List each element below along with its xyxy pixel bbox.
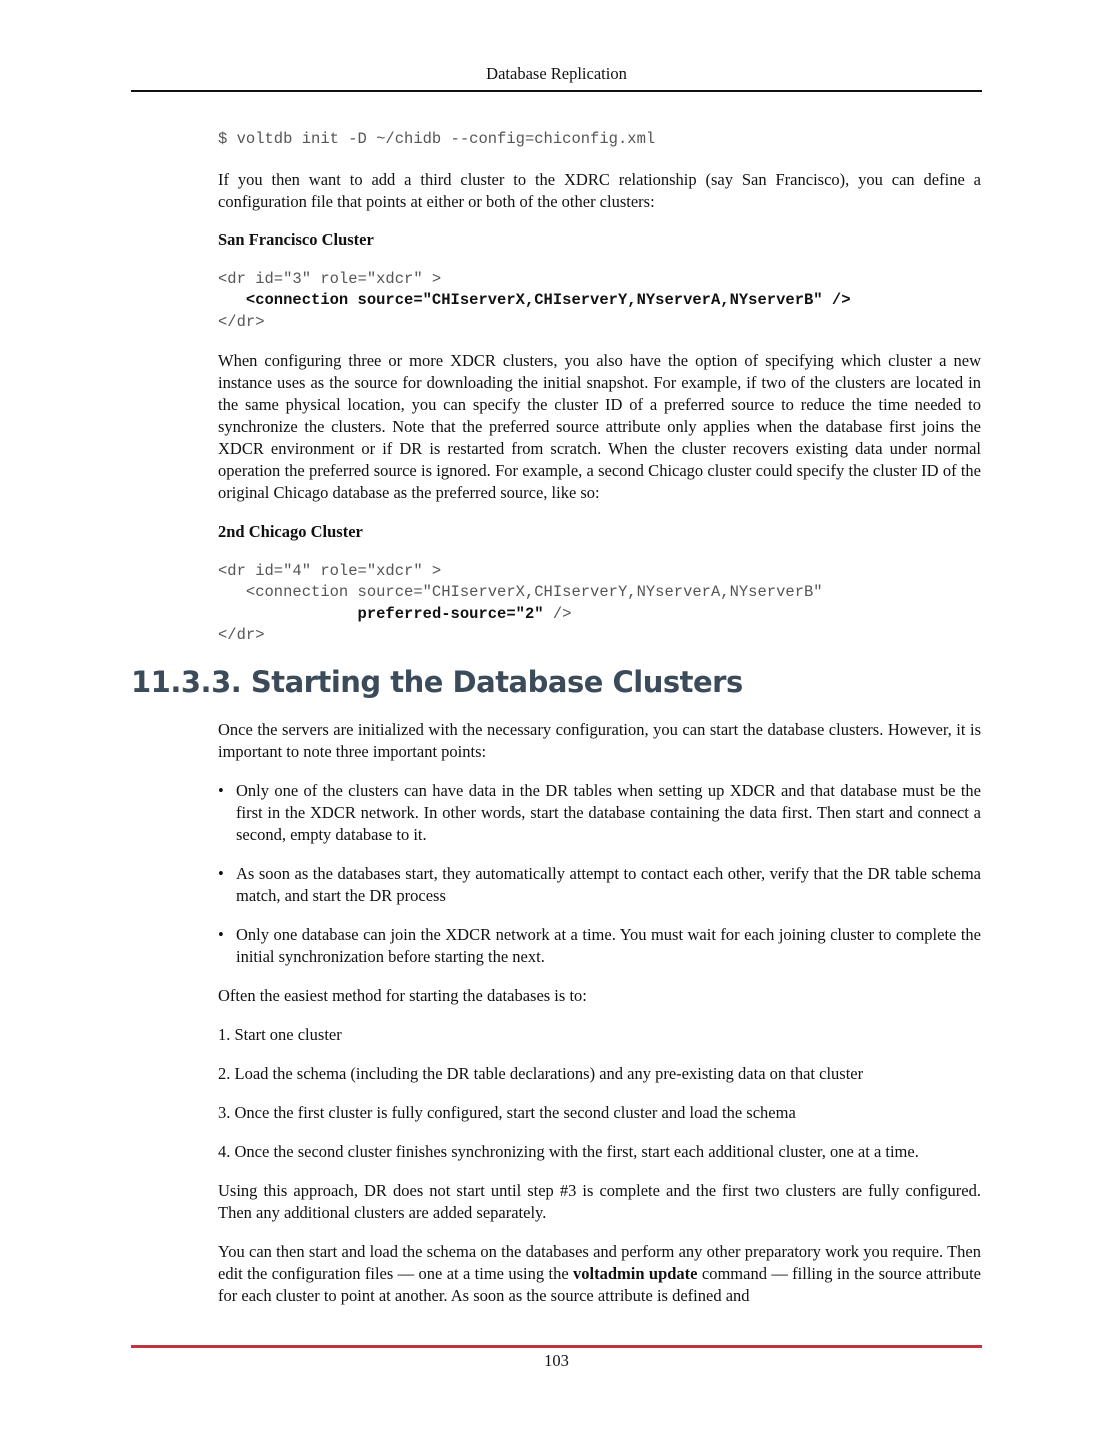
bullet-text: Only one of the clusters can have data in the DR tables when setting up XDCR and that database must be the first in the XDCR network. In other words, start the database containing the data first. Then start and connect a second, empty database to it.: [236, 781, 981, 844]
footer-rule: [131, 1345, 982, 1348]
bullet-text: As soon as the databases start, they automatically attempt to contact each other, verify that the DR table schema match, and start the DR process: [236, 864, 981, 905]
paragraph: Once the servers are initialized with the necessary configuration, you can start the database clusters. However, it is important to note three important points:: [218, 720, 981, 761]
bullet-item: [218, 924, 981, 968]
code-bold: preferred-source="2": [357, 604, 544, 623]
code-2nd-chicago: [218, 561, 823, 646]
code-line: <dr id="4" role="xdcr" >: [218, 562, 442, 580]
header-rule: [131, 90, 982, 92]
subheading-2nd-chicago: 2nd Chicago Cluster: [218, 522, 363, 541]
running-header: Database Replication: [486, 64, 627, 83]
step-item: 2. Load the schema (including the DR table declarations) and any pre-existing data on that cluster: [218, 1064, 864, 1083]
bullet-marker: •: [218, 864, 224, 883]
code-san-francisco: [218, 269, 851, 333]
command-name: voltadmin update: [573, 1264, 698, 1283]
code-line: </dr>: [218, 625, 265, 644]
page-number: 103: [544, 1351, 569, 1370]
bullet-text: Only one database can join the XDCR network at a time. You must wait for each joining cluster to complete the initial synchronization before starting the next.: [236, 925, 981, 966]
paragraph: If you then want to add a third cluster to the XDRC relationship (say San Francisco), you can define a configuration file that points at either or both of the other clusters:: [218, 170, 981, 211]
text: You can then start and load the schema on the databases and perform any other preparatory work you require. Then edit the configuration files — one at a time using the: [218, 1242, 981, 1283]
code-line: />: [543, 604, 572, 623]
code-line: <connection source="CHIserverX,CHIserverY,NYserverA,NYserverB": [218, 583, 823, 602]
bullet-item: [218, 780, 981, 846]
paragraph: Using this approach, DR does not start until step #3 is complete and the first two clusters are fully configured. Then any additional clusters are added separately.: [218, 1181, 981, 1222]
step-item: 4. Once the second cluster finishes synchronizing with the first, start each additional cluster, one at a time.: [218, 1142, 919, 1161]
bullet-marker: •: [218, 925, 224, 944]
paragraph: [218, 1241, 981, 1307]
bullet-item: [218, 863, 981, 907]
paragraph: When configuring three or more XDCR clusters, you also have the option of specifying which cluster a new instance uses as the source for downloading the initial snapshot. For example, if two of the clusters are located in the same physical location, you can specify the cluster ID of a preferred source to reduce the time needed to synchronize the clusters. Note that the preferred source attribute only applies when the database first joins the XDCR environment or if DR is restarted from scratch. When the cluster recovers existing data under normal operation the preferred source is ignored. For example, a second Chicago cluster could specify the cluster ID of the original Chicago database as the preferred source, like so:: [218, 351, 981, 502]
step-item: 1. Start one cluster: [218, 1025, 342, 1044]
text: command — filling in the source attribute for each cluster to point at another. As soon as the source attribute is defined and: [218, 1264, 982, 1305]
paragraph: Often the easiest method for starting the databases is to:: [218, 986, 587, 1005]
code-line: </dr>: [218, 312, 265, 331]
code-line-bold: <connection source="CHIserverX,CHIserverY,NYserverA,NYserverB" />: [218, 291, 851, 310]
step-item: 3. Once the first cluster is fully configured, start the second cluster and load the schema: [218, 1103, 796, 1122]
subheading-san-francisco: San Francisco Cluster: [218, 230, 374, 249]
bullet-marker: •: [218, 781, 224, 800]
section-heading: 11.3.3. Starting the Database Clusters: [131, 665, 743, 699]
code-indent: [218, 605, 358, 623]
code-init-command: $ voltdb init -D ~/chidb --config=chiconfig.xml: [218, 130, 656, 148]
code-line: <dr id="3" role="xdcr" >: [218, 270, 442, 288]
